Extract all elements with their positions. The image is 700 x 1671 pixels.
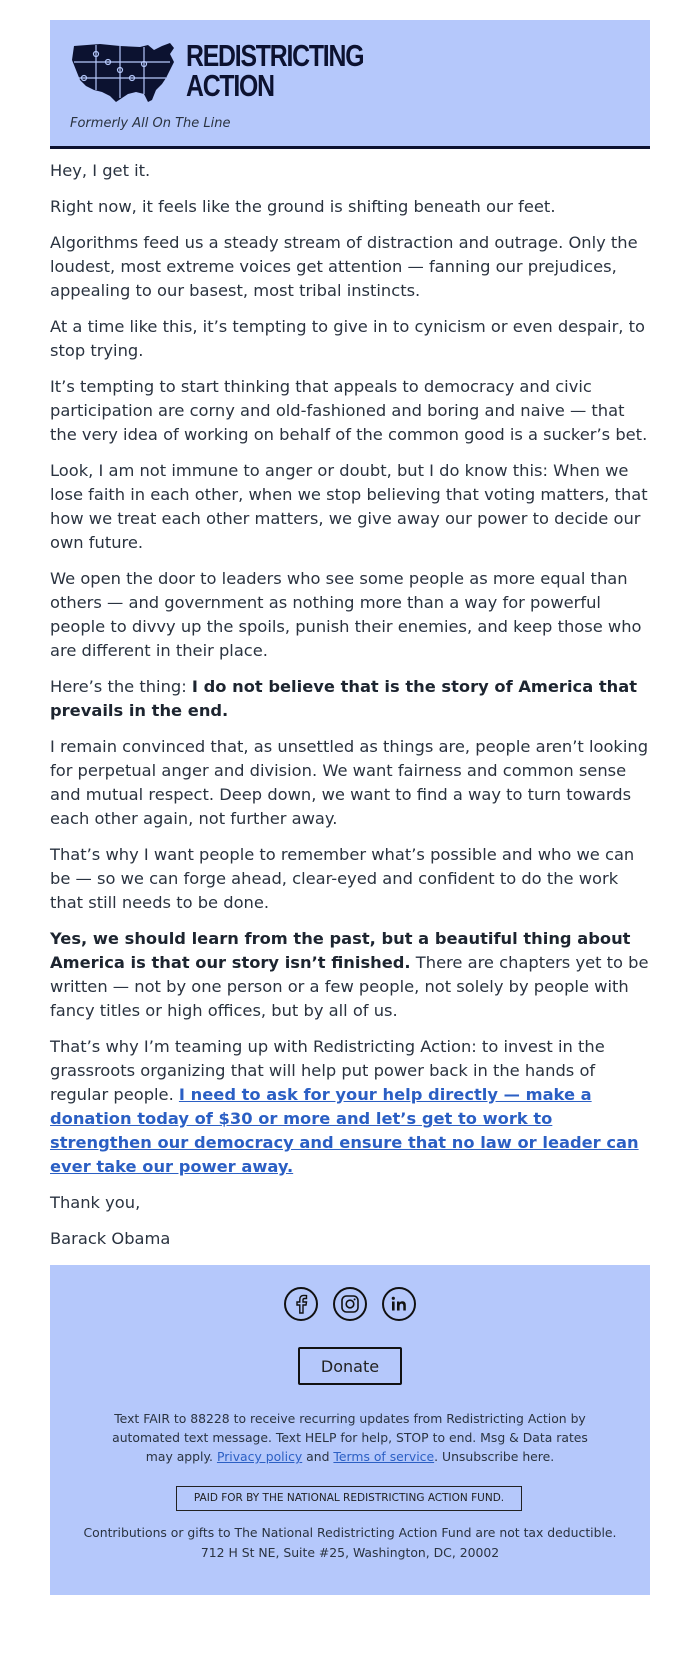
paragraph [50, 675, 650, 723]
paragraph: Algorithms feed us a steady stream of distraction and outrage. Only the loudest, most extreme voices get attention — fanning our prejudices, appealing to our basest, most tribal instincts. [50, 233, 638, 300]
email-footer [50, 1265, 650, 1595]
tagline: Formerly All On The Line [70, 116, 231, 131]
sms-disclaimer-text: Text FAIR to 88228 to receive recurring updates from Redistricting Action by automated text message. Text HELP for help, STOP to end. Msg & Data rates may apply. [112, 1411, 588, 1464]
paid-for-disclaimer: PAID FOR BY THE NATIONAL REDISTRICTING ACTION FUND. [176, 1486, 522, 1511]
paragraph [50, 927, 650, 1023]
donate-button[interactable]: Donate [298, 1347, 402, 1385]
paragraph [50, 1035, 650, 1179]
paragraph-rest: There are chapters yet to be written — not by one person or a few people, not solely by people with fancy titles or high offices, but by all of us. [50, 953, 649, 1020]
paragraph: We open the door to leaders who see some people as more equal than others — and government as nothing more than a way for powerful people to divvy up the spoils, punish their enemies, and keep those who are different in their place. [50, 569, 642, 660]
paragraph: It’s tempting to start thinking that appeals to democracy and civic participation are corny and old-fashioned and boring and naive — that the very idea of working on behalf of the common good is a sucker’s bet. [50, 377, 648, 444]
paragraph-emphasis: I do not believe that is the story of America that prevails in the end. [50, 677, 637, 720]
brand-wordmark [186, 38, 364, 103]
us-map-puzzle-icon [70, 40, 180, 106]
signature: Barack Obama [50, 1229, 171, 1248]
paragraph-emphasis: Yes, we should learn from the past, but a beautiful thing about America is that our story isn’t finished. [50, 929, 631, 972]
terms-of-service-link[interactable]: Terms of service [333, 1449, 435, 1464]
paragraph-lead: Here’s the thing: [50, 677, 192, 696]
donation-ask-link[interactable]: I need to ask for your help directly — make a donation today of $30 or more and let’s get to work to strengthen our democracy and ensure that no law or leader can ever take our power away. [50, 1085, 639, 1176]
email-header [50, 20, 650, 149]
linkedin-button[interactable] [382, 1287, 416, 1321]
closing: Thank you, [50, 1193, 141, 1212]
facebook-icon [293, 1294, 309, 1314]
sms-disclaimer [110, 1409, 590, 1466]
paragraph: At a time like this, it’s tempting to give in to cynicism or even despair, to stop trying. [50, 317, 645, 360]
instagram-button[interactable] [333, 1287, 367, 1321]
tax-deductible-note: Contributions or gifts to The National Redistricting Action Fund are not tax deductible. [83, 1525, 617, 1540]
letter-body [50, 149, 650, 1251]
paragraph-lead: That’s why I’m teaming up with Redistricting Action: to invest in the grassroots organizing that will help put power back in the hands of regular people. [50, 1037, 605, 1104]
legal-footer [70, 1523, 630, 1563]
conjunction-text: and [302, 1449, 334, 1464]
paragraph: I remain convinced that, as unsettled as things are, people aren’t looking for perpetual anger and division. We want fairness and common sense and mutual respect. Deep down, we want to find a way to turn towards each other again, not further away. [50, 737, 649, 828]
unsubscribe-text[interactable]: . Unsubscribe here. [434, 1449, 555, 1464]
email-container [50, 20, 650, 1595]
paragraph: That’s why I want people to remember what’s possible and who we can be — so we can forge ahead, clear-eyed and confident to do the work that still needs to be done. [50, 845, 635, 912]
mailing-address: 712 H St NE, Suite #25, Washington, DC, 20002 [200, 1545, 500, 1560]
brand-line-2: ACTION [186, 68, 274, 103]
paragraph: Right now, it feels like the ground is shifting beneath our feet. [50, 197, 556, 216]
paragraph: Hey, I get it. [50, 161, 151, 180]
privacy-policy-link[interactable]: Privacy policy [216, 1449, 303, 1464]
paragraph: Look, I am not immune to anger or doubt, but I do know this: When we lose faith in each other, when we stop believing that voting matters, that how we treat each other matters, we give away our power to decide our own future. [50, 461, 648, 552]
linkedin-icon [389, 1294, 409, 1314]
facebook-button[interactable] [284, 1287, 318, 1321]
brand-line-1: REDISTRICTING [186, 38, 364, 73]
instagram-icon [340, 1294, 360, 1314]
social-links [50, 1287, 650, 1321]
